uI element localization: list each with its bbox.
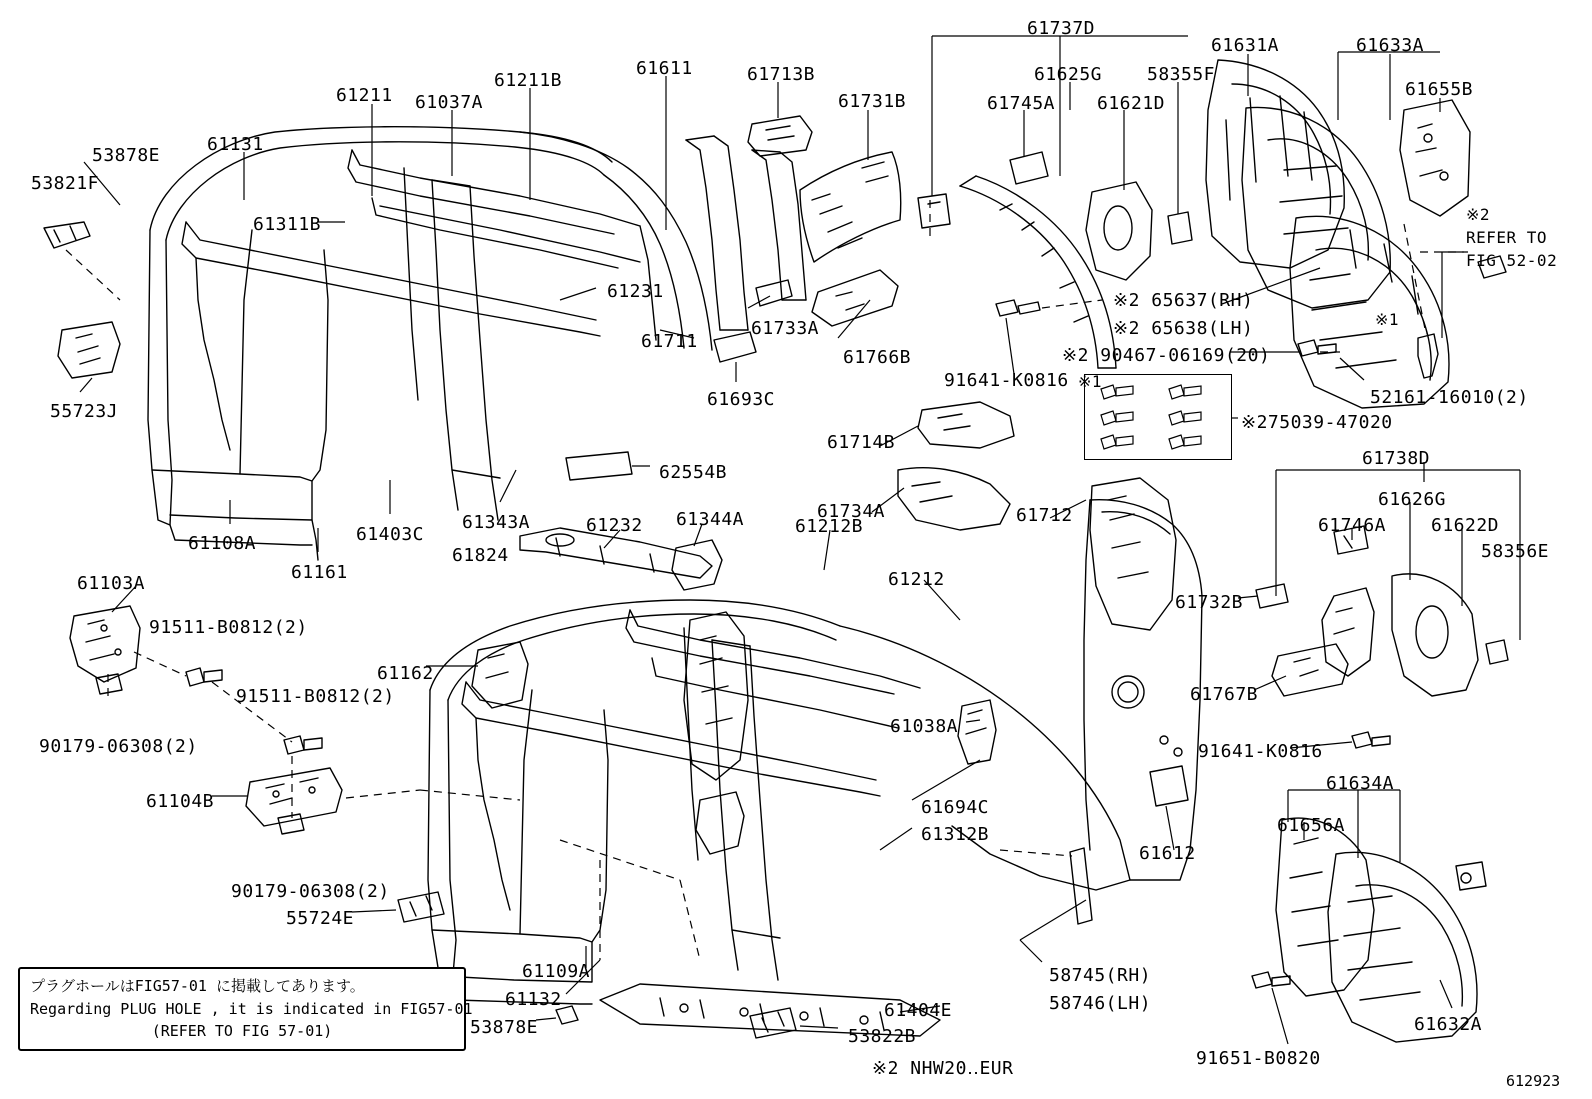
part-label-61631A[interactable]: 61631A <box>1211 35 1280 56</box>
part-label-61611[interactable]: 61611 <box>636 58 693 79</box>
part-label-61038A[interactable]: 61038A <box>890 716 959 737</box>
plug-hole-note <box>18 967 473 1051</box>
part-label-58746LH[interactable]: 58746(LH) <box>1049 993 1152 1014</box>
part-label-61104B[interactable]: 61104B <box>146 791 215 812</box>
part-label-61211[interactable]: 61211 <box>336 85 393 106</box>
part-label-91651-B0820[interactable]: 91651-B0820 <box>1196 1048 1321 1069</box>
part-label-53822B[interactable]: 53822B <box>848 1026 917 1047</box>
bolt-detail-mark: ※1 <box>1078 372 1103 391</box>
part-label-58355F[interactable]: 58355F <box>1147 64 1216 85</box>
figure-number: 612923 <box>1506 1072 1561 1090</box>
refer-fig-52-02 <box>1466 203 1557 273</box>
part-label-61103A[interactable]: 61103A <box>77 573 146 594</box>
part-label-90179-06308-2[interactable]: 90179-06308(2) <box>231 881 390 902</box>
part-label-61824[interactable]: 61824 <box>452 545 509 566</box>
part-label-61232[interactable]: 61232 <box>586 515 643 536</box>
part-label-61737D[interactable]: 61737D <box>1027 18 1096 39</box>
part-label-61312B[interactable]: 61312B <box>921 824 990 845</box>
part-label-61622D[interactable]: 61622D <box>1431 515 1500 536</box>
part-label-58356E[interactable]: 58356E <box>1481 541 1550 562</box>
part-label-58745RH[interactable]: 58745(RH) <box>1049 965 1152 986</box>
part-label-61734A[interactable]: 61734A <box>817 501 886 522</box>
bolt-detail-box <box>1084 374 1232 460</box>
part-label-61713B[interactable]: 61713B <box>747 64 816 85</box>
part-label-61655B[interactable]: 61655B <box>1405 79 1474 100</box>
part-label-91641-K0816-1[interactable]: 91641-K0816 <box>944 370 1069 391</box>
part-label-62554B[interactable]: 62554B <box>659 462 728 483</box>
refer-line-2: FIG 52-02 <box>1466 251 1558 271</box>
part-label-91641-K0816-2[interactable]: 91641-K0816 <box>1198 741 1323 762</box>
part-label-61404E[interactable]: 61404E <box>884 1000 953 1021</box>
part-label-53878E-top[interactable]: 53878E <box>92 145 161 166</box>
part-label-91511-B0812-1[interactable]: 91511-B0812(2) <box>149 617 308 638</box>
part-label-61738D[interactable]: 61738D <box>1362 448 1431 469</box>
part-label-55724E[interactable]: 55724E <box>286 908 355 929</box>
note-line-ref: (REFER TO FIG 57-01) <box>151 1022 333 1040</box>
part-label-61212B[interactable]: 61212B <box>795 516 864 537</box>
part-label-53878E-bot[interactable]: 53878E <box>470 1017 539 1038</box>
part-label-61212[interactable]: 61212 <box>888 569 945 590</box>
part-label-61731B[interactable]: 61731B <box>838 91 907 112</box>
note-line-en: Regarding PLUG HOLE , it is indicated in FIG57-01 <box>30 999 473 1018</box>
part-label-61612[interactable]: 61612 <box>1139 843 1196 864</box>
part-label-91511-B0812-2[interactable]: 91511-B0812(2) <box>236 686 395 707</box>
part-label-61621D[interactable]: 61621D <box>1097 93 1166 114</box>
part-label-53821F[interactable]: 53821F <box>31 173 100 194</box>
part-label-61745A[interactable]: 61745A <box>987 93 1056 114</box>
part-label-90179-06308-1[interactable]: 90179-06308(2) <box>39 736 198 757</box>
part-label-61732B[interactable]: 61732B <box>1175 592 1244 613</box>
part-label-61625G[interactable]: 61625G <box>1034 64 1103 85</box>
part-label-55723J[interactable]: 55723J <box>50 401 119 422</box>
part-label-61131[interactable]: 61131 <box>207 134 264 155</box>
part-label-61037A[interactable]: 61037A <box>415 92 484 113</box>
part-label-61626G[interactable]: 61626G <box>1378 489 1447 510</box>
part-label-61633A[interactable]: 61633A <box>1356 35 1425 56</box>
part-label-61711[interactable]: 61711 <box>641 331 698 352</box>
part-label-275039-47020[interactable]: ※275039-47020 <box>1241 412 1393 433</box>
part-label-61109A[interactable]: 61109A <box>522 961 591 982</box>
refer-line-1: REFER TO <box>1466 228 1548 248</box>
part-label-61161[interactable]: 61161 <box>291 562 348 583</box>
part-label-61712[interactable]: 61712 <box>1016 505 1073 526</box>
part-label-61311B[interactable]: 61311B <box>253 214 322 235</box>
part-label-61767B[interactable]: 61767B <box>1190 684 1259 705</box>
part-label-61108A[interactable]: 61108A <box>188 533 257 554</box>
note-line-jp: プラグホールはFIG57-01 に掲載してあります。 <box>30 977 365 995</box>
part-label-65637RH[interactable]: ※2 65637(RH) <box>1113 290 1254 311</box>
part-label-52161-16010[interactable]: 52161-16010(2) <box>1370 387 1529 408</box>
part-label-61632A[interactable]: 61632A <box>1414 1014 1483 1035</box>
part-label-61343A[interactable]: 61343A <box>462 512 531 533</box>
part-label-61656A[interactable]: 61656A <box>1277 815 1346 836</box>
footnote-eur: ※2 NHW20‥EUR <box>872 1058 1014 1079</box>
part-label-61344A[interactable]: 61344A <box>676 509 745 530</box>
part-label-61693C[interactable]: 61693C <box>707 389 776 410</box>
part-label-65638LH[interactable]: ※2 65638(LH) <box>1113 318 1254 339</box>
mark-1-left: ※1 <box>1375 310 1400 329</box>
part-label-90467-06169[interactable]: ※2 90467-06169(20) <box>1062 345 1271 366</box>
refer-mark: ※2 <box>1466 205 1491 224</box>
part-label-61231[interactable]: 61231 <box>607 281 664 302</box>
bolt-detail-icons <box>1085 375 1231 459</box>
part-label-61733A[interactable]: 61733A <box>751 318 820 339</box>
part-label-61634A[interactable]: 61634A <box>1326 773 1395 794</box>
part-label-61403C[interactable]: 61403C <box>356 524 425 545</box>
part-label-61694C[interactable]: 61694C <box>921 797 990 818</box>
part-label-61132[interactable]: 61132 <box>505 989 562 1010</box>
part-label-61766B[interactable]: 61766B <box>843 347 912 368</box>
part-label-61211B[interactable]: 61211B <box>494 70 563 91</box>
part-label-61746A[interactable]: 61746A <box>1318 515 1387 536</box>
part-label-61162[interactable]: 61162 <box>377 663 434 684</box>
part-label-61714B[interactable]: 61714B <box>827 432 896 453</box>
